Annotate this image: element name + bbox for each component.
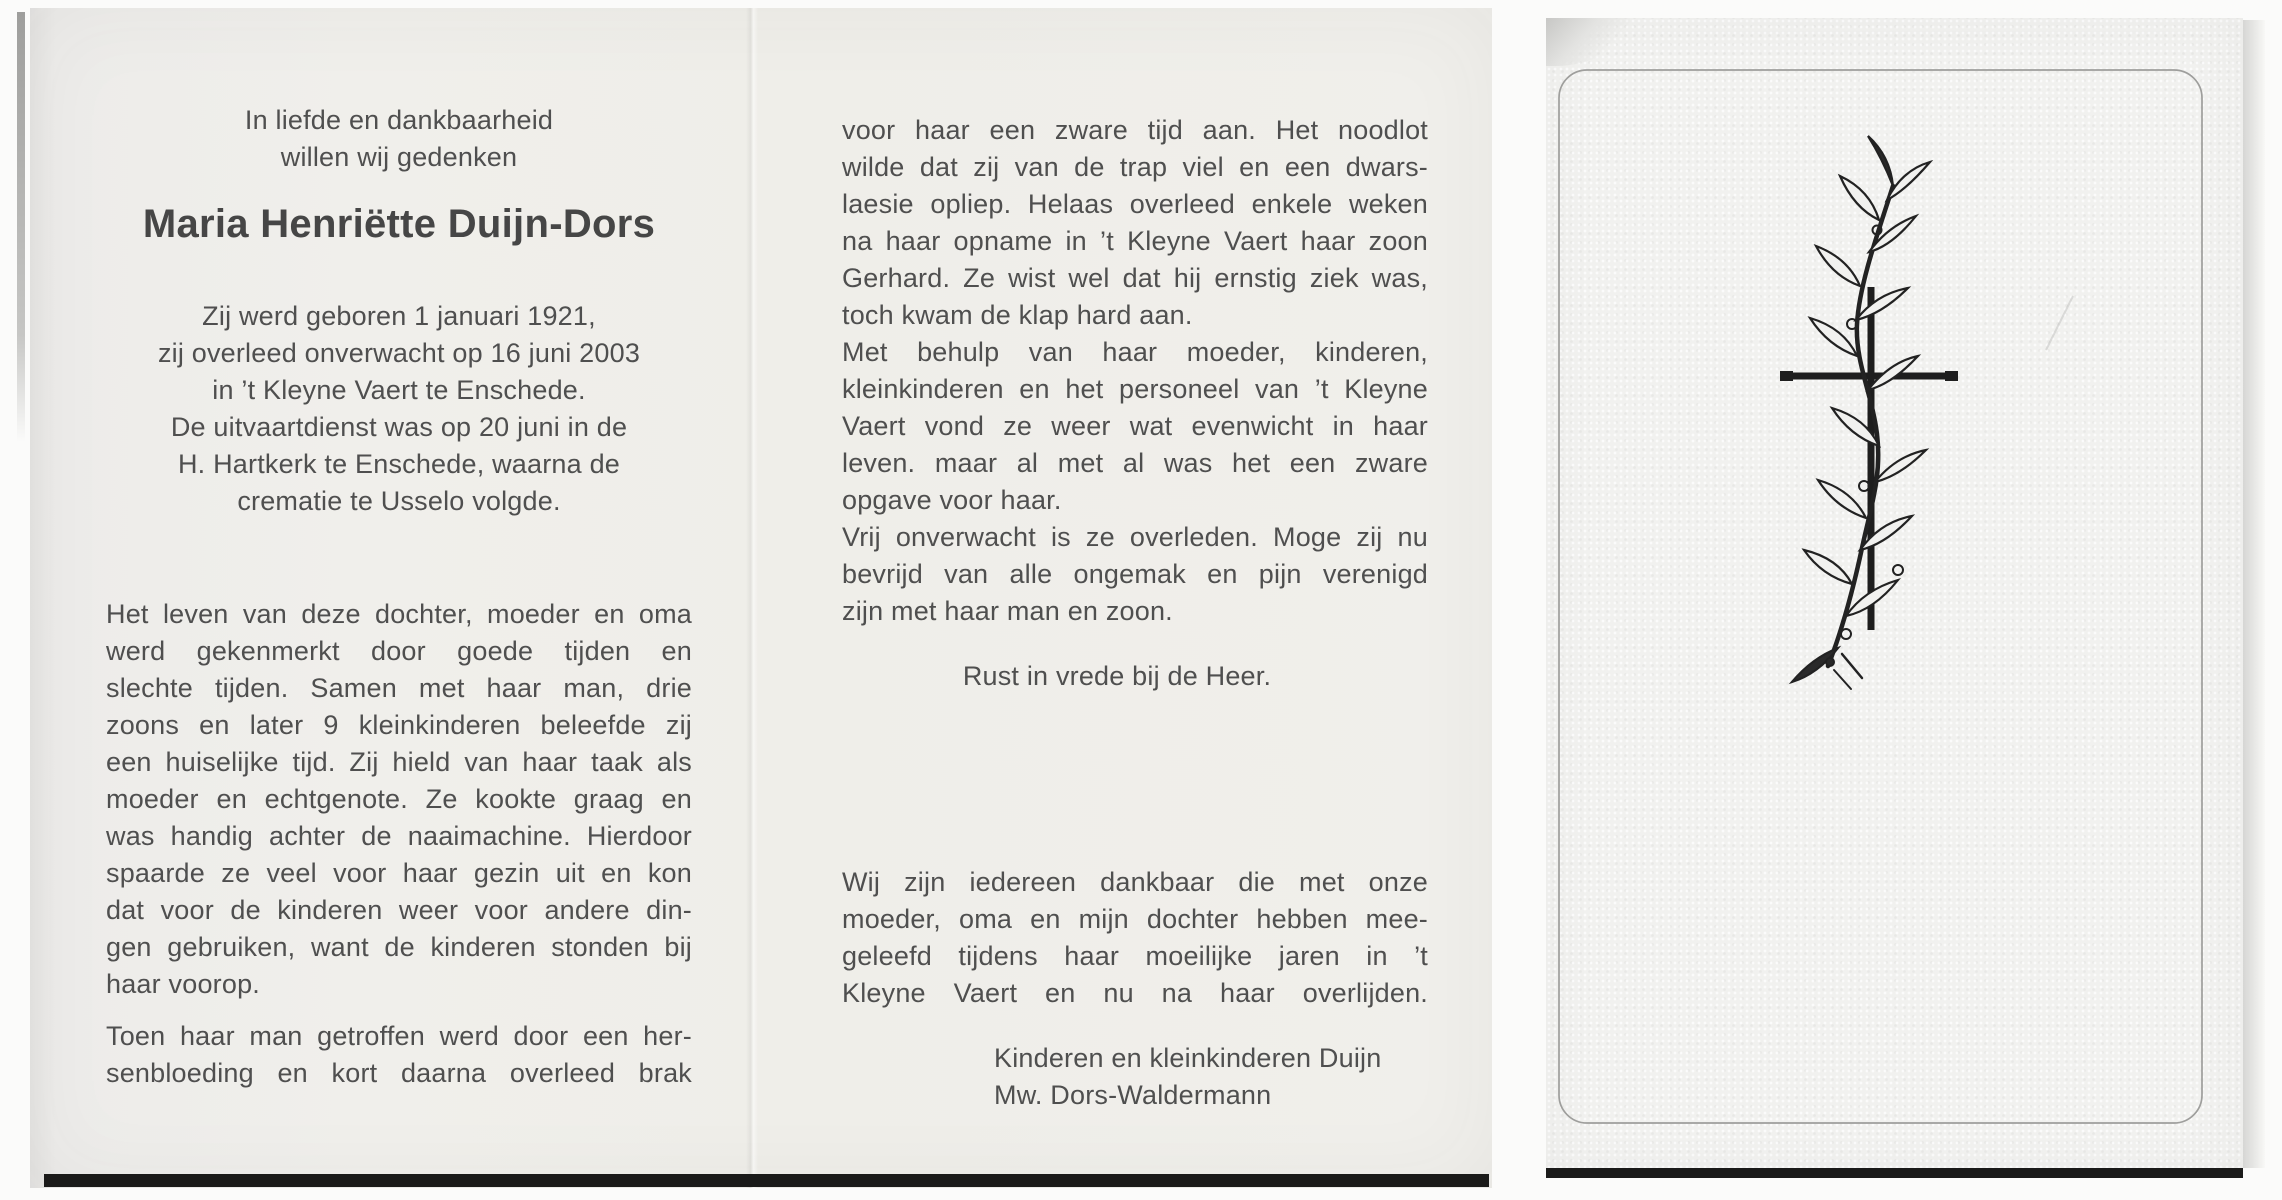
fold-crease [746,8,758,1188]
cross-icon [1780,287,1958,630]
scan-shadow-edge [44,1174,1489,1187]
memorial-paragraph-4: Met behulp van haar moeder, kinderen, kleinkinderen en het personeel van ’t Kleyne Vaert vond ze weer wat evenwicht in haar leven. maar al met al was het een zware opgave voor haar. [842,337,1428,515]
memorial-paragraph-3: voor haar een zware tijd aan. Het noodlot wilde dat zij van de trap viel en een dwars- laesie opliep. Helaas overleed enkele weken na haar opname in ’t Kleyne Vaert haar zoon Gerhard. Ze wist wel dat hij ernstig ziek was, toch kwam de klap hard aan. [842,115,1428,330]
intro-text: In liefde en dankbaarheid willen wij gedenken [244,105,554,172]
scan-shadow-edge [1546,1168,2243,1178]
cross-olive-branch-illustration [1546,18,2243,1178]
card-interior-scan [30,8,1492,1188]
rest-in-peace-line: Rust in vrede bij de Heer. [962,661,1272,691]
memorial-paragraph-5: Vrij onverwacht is ze overleden. Moge zij nu bevrijd van alle ongemak en pijn verenigd zijn met haar man en zoon. [842,522,1428,626]
deceased-name: Maria Henriëtte Duijn-Dors [142,202,656,246]
signature-block: Kinderen en kleinkinderen Duijn Mw. Dors-Waldermann [994,1043,1382,1110]
card-cover-scan [1546,18,2243,1178]
memorial-paragraph-2: Toen haar man getroffen werd door een her- senbloeding en kort daarna overleed brak [106,1021,692,1088]
scan-edge-artifact [17,12,25,442]
scratch-artifact [2046,296,2073,350]
olive-branch-icon [1792,136,1930,689]
memorial-text-flow [842,112,1428,630]
memorial-paragraph-1: Het leven van deze dochter, moeder en oma werd gekenmerkt door goede tijden en slechte tijden. Samen met haar man, drie zoons en later 9 kleinkinderen beleefde zij een huiselijke tijd. Zij hield van haar taak als moeder en echtgenote. Ze kookte graag en was handig achter de naaimachine. Hierdoor spaarde ze veel voor haar gezin uit en kon dat voor de kinderen weer voor andere din- gen gebruiken, want de kinderen stonden bij haar voorop. [106,599,692,999]
life-dates-text: Zij werd geboren 1 januari 1921, zij overleed onverwacht op 16 juni 2003 in ’t Kleyne Vaert te Enschede. De uitvaartdienst was op 20 juni in de H. Hartkerk te Enschede, waarna de crematie te Usselo volgde. [157,301,641,516]
acknowledgement-paragraph: Wij zijn iedereen dankbaar die met onze moeder, oma en mijn dochter hebben mee- geleefd tijdens haar moeilijke jaren in ’t Kleyne Vaert en nu na haar overlijden. [842,867,1428,1008]
scan-edge-shadow [2243,20,2265,1168]
